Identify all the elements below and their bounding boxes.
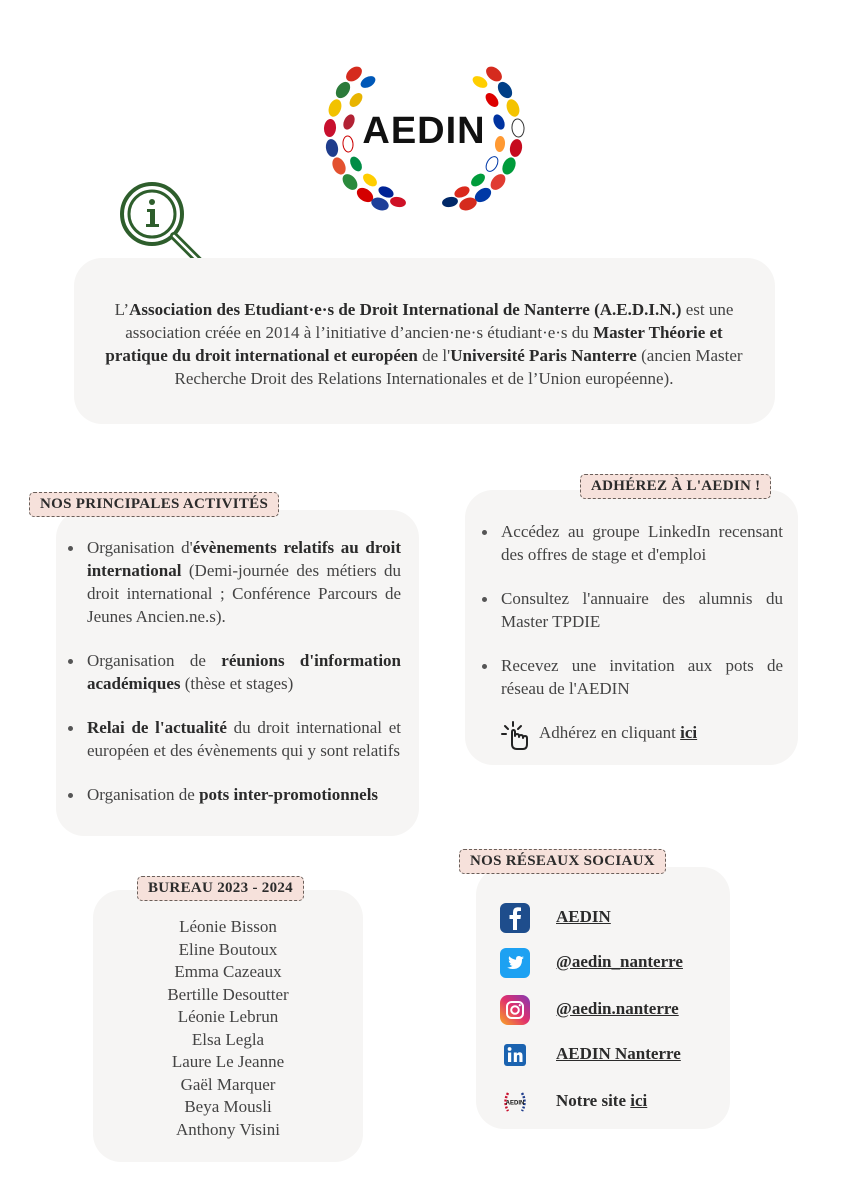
member-name: Eline Boutoux [178, 939, 278, 959]
website-label: Notre site ici [556, 1091, 648, 1110]
member-name: Léonie Lebrun [177, 1007, 279, 1026]
list-item: Relai de l'actualité du droit international et européen et des évènements qui y sont relatifs [59, 716, 401, 762]
list-item: Organisation d'évènements relatifs au droit international (Demi-journée des métiers du droit international ; Conférence Parcours de Jeunes Ancien.ne.s). [59, 536, 401, 628]
master-name: Master Théorie et pratique du droit international et européen [105, 323, 723, 365]
join-cta: Adhérez en cliquant ici [539, 723, 698, 742]
join-link[interactable]: ici [680, 723, 698, 742]
join-title: ADHÉREZ À L'AEDIN ! [580, 474, 771, 499]
university-name: Université Paris Nanterre [450, 346, 637, 365]
social-title: NOS RÉSEAUX SOCIAUX [459, 849, 666, 874]
join-list [473, 520, 783, 700]
member-name: Elsa Legla [191, 1029, 265, 1049]
list-item: Organisation de pots inter-promotionnels [59, 783, 401, 806]
facebook-row[interactable] [500, 903, 611, 933]
small-logo-text: AEDIN [505, 1100, 525, 1107]
member-name: Emma Cazeaux [174, 962, 282, 981]
list-item: Organisation de réunions d'information académiques (thèse et stages) [59, 649, 401, 695]
list-item: Recevez une invitation aux pots de réseau de l'AEDIN [473, 654, 783, 700]
linkedin-link[interactable]: AEDIN Nanterre [556, 1044, 681, 1063]
activities-title: NOS PRINCIPALES ACTIVITÉS [29, 492, 279, 517]
website-link[interactable]: ici [630, 1091, 648, 1110]
linkedin-row[interactable] [500, 1040, 681, 1070]
intro-paragraph: L’Association des Etudiant·e·s de Droit International de Nanterre (A.E.D.I.N.) est une association créée en 2014 à l’initiative d’ancien·ne·s étudiant·e·s du Master Théorie et pratique du droit international et européen de l'Université Paris Nanterre (ancien Master Recherche Droit des Relations Internationales et de l’Union européenne). [105, 300, 743, 388]
activities-list [59, 536, 401, 806]
aedin-small-logo-icon [500, 1087, 530, 1117]
pointer-hand-icon [499, 720, 531, 752]
twitter-icon [500, 948, 530, 978]
facebook-icon [500, 903, 530, 933]
logo-text: AEDIN [362, 110, 486, 152]
association-name: Association des Etudiant·e·s de Droit International de Nanterre (A.E.D.I.N.) [129, 300, 682, 319]
instagram-icon [500, 995, 530, 1025]
instagram-link[interactable]: @aedin.nanterre [556, 999, 679, 1018]
member-name: Gaël Marquer [180, 1074, 276, 1094]
member-name: Beya Mousli [184, 1097, 272, 1116]
member-name: Léonie Bisson [179, 917, 277, 936]
twitter-link[interactable]: @aedin_nanterre [556, 952, 683, 971]
linkedin-icon [500, 1040, 530, 1070]
aedin-logo [318, 52, 530, 217]
instagram-row[interactable] [500, 995, 679, 1025]
bureau-members [93, 916, 363, 1141]
list-item: Accédez au groupe LinkedIn recensant des offres de stage et d'emploi [473, 520, 783, 566]
facebook-link[interactable]: AEDIN [556, 907, 611, 926]
list-item: Consultez l'annuaire des alumnis du Master TPDIE [473, 587, 783, 633]
bureau-title: BUREAU 2023 - 2024 [137, 876, 304, 901]
website-row [500, 1087, 648, 1117]
member-name: Laure Le Jeanne [171, 1052, 285, 1071]
twitter-row[interactable] [500, 948, 683, 978]
member-name: Anthony Visini [176, 1119, 280, 1139]
member-name: Bertille Desoutter [167, 984, 289, 1004]
